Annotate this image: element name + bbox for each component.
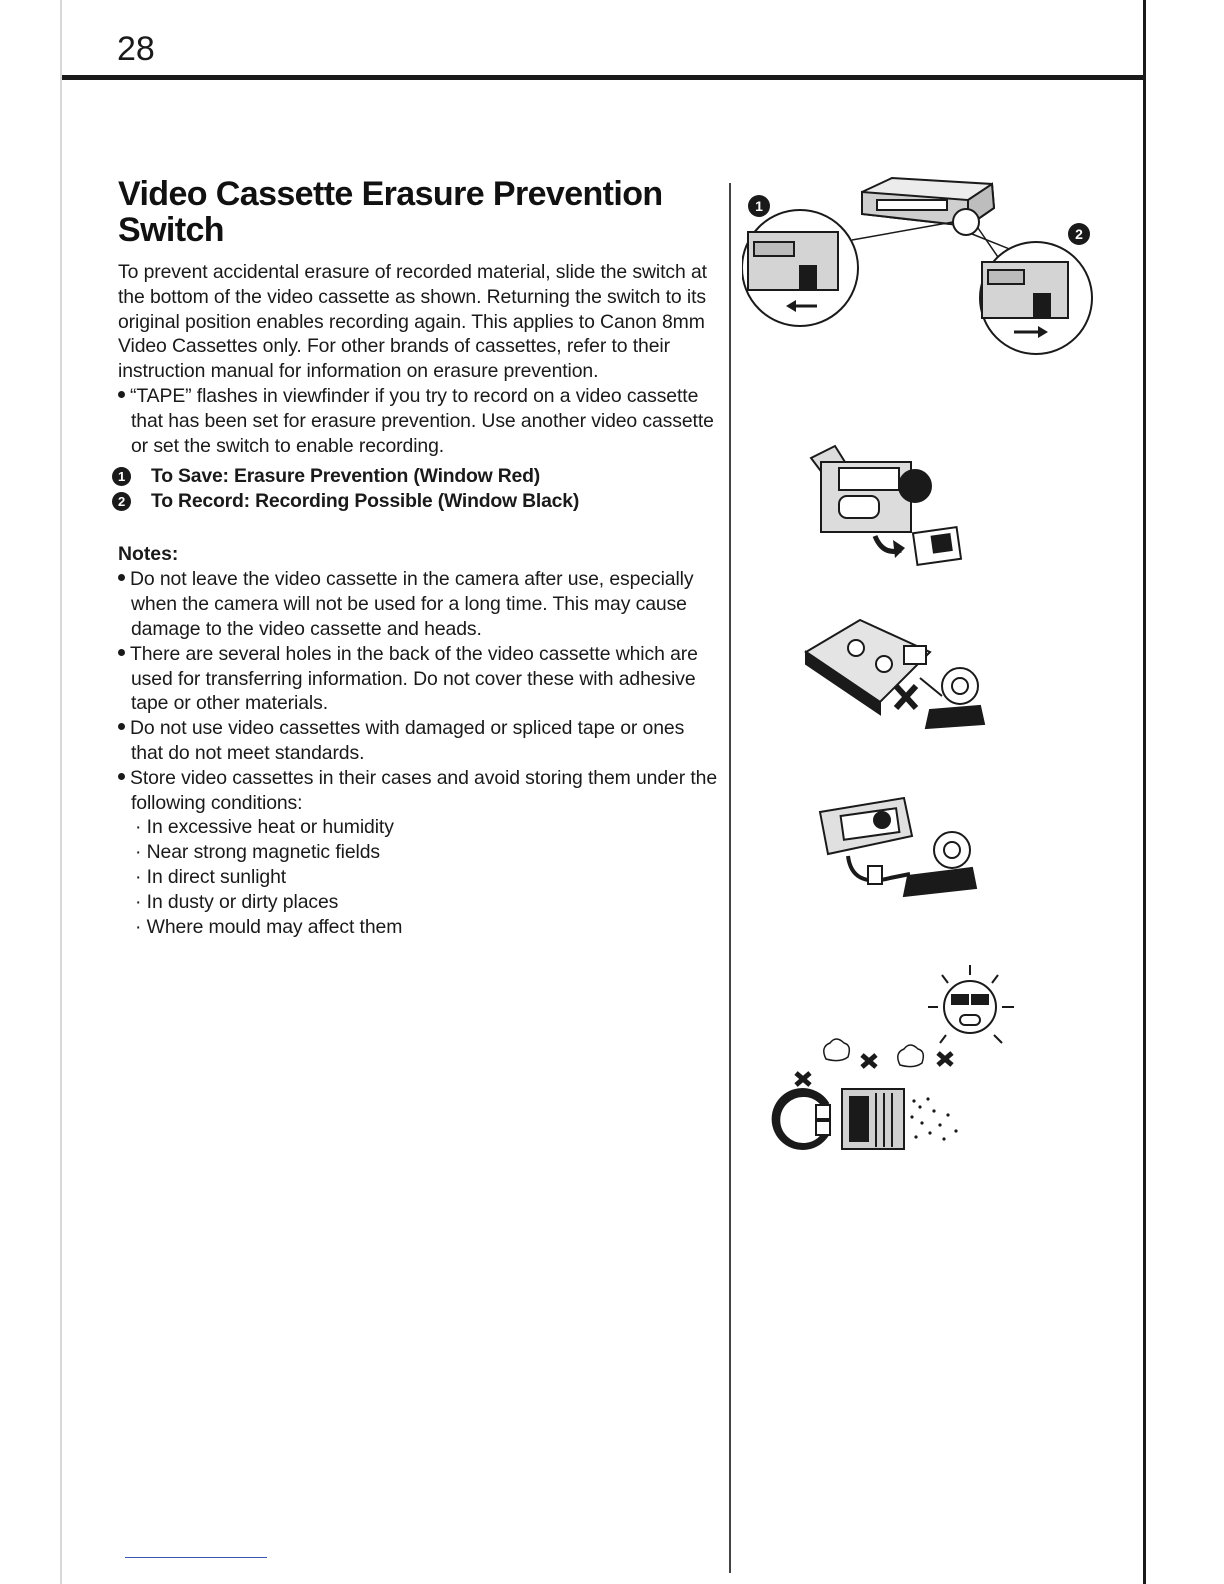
condition-text: In excessive heat or humidity: [146, 816, 394, 839]
tape-note: [118, 384, 718, 458]
camera-drawing: [805, 440, 975, 570]
bullet-dot-icon: [118, 723, 125, 730]
spliced-tape-drawing: [812, 792, 987, 904]
number-1-badge-icon: 1: [112, 467, 131, 486]
step-record-label: To Record: Recording Possible (Window Black): [151, 490, 580, 513]
note-item: [118, 642, 718, 716]
condition-item: · Near strong magnetic fields: [135, 841, 380, 864]
column-divider: [729, 183, 731, 1573]
main-column: [118, 176, 718, 939]
cassette-tape-drawing: [800, 612, 990, 737]
tape-note-text: “TAPE” flashes in viewfinder if you try to record on a video cassette that has been set for erasure prevention. Use another video cassette or set the switch to enable recording.: [130, 384, 714, 457]
number-1-badge-icon: 1: [748, 195, 770, 217]
condition-text: In direct sunlight: [146, 865, 287, 888]
spliced-tape-illustration: [812, 792, 987, 904]
cassette-switch-drawing: [742, 170, 1102, 360]
note-text: Do not use video cassettes with damaged or spliced tape or ones that do not meet standards.: [130, 717, 685, 764]
condition-text: Where mould may affect them: [146, 915, 403, 938]
notes-heading: Notes:: [118, 543, 179, 566]
camera-cassette-illustration: [805, 440, 975, 570]
bullet-dot-icon: [118, 649, 125, 656]
page-edge-right: [1143, 0, 1146, 1584]
condition-text: Near strong magnetic fields: [146, 841, 380, 864]
note-item: [118, 716, 718, 766]
condition-item: · Where mould may affect them: [135, 915, 403, 938]
section-title: [118, 176, 718, 248]
bullet-dot-icon: [118, 391, 125, 398]
note-text: Store video cassettes in their cases and avoid storing them under the following conditions:: [130, 766, 718, 814]
step-list: [112, 464, 718, 514]
header-rule: [62, 75, 1145, 80]
condition-item: · In excessive heat or humidity: [135, 816, 394, 839]
bullet-dot-icon: [118, 773, 125, 780]
step-save-label: To Save: Erasure Prevention (Window Red): [151, 465, 541, 488]
page-number: 28: [117, 30, 155, 68]
note-item: [118, 567, 718, 641]
number-2-badge-icon: 2: [1068, 223, 1090, 245]
note-text: Do not leave the video cassette in the camera after use, especially when the camera will not be used for a long time. This may cause damage to the video cassette and heads.: [130, 568, 694, 640]
section-title-line1: Video Cassette Erasure Prevention: [118, 175, 663, 213]
cassette-switch-illustration: [742, 170, 1102, 360]
step-record: [112, 489, 718, 514]
cassette-tape-illustration: [800, 612, 990, 737]
storage-conditions-illustration: [770, 955, 1030, 1155]
bullet-dot-icon: [118, 574, 125, 581]
intro-paragraph: To prevent accidental erasure of recorded material, slide the switch at the bottom of the video cassette as shown. Returning the switch to its original position enables recording again. This applies to Canon 8mm Video Cassettes only. For other brands of cassettes, refer to their instruction manual for information on erasure prevention.: [118, 261, 707, 383]
page-edge-left: [60, 0, 62, 1584]
note-text: There are several holes in the back of the video cassette which are used for transferring information. Do not cover these with adhesive tape or other materials.: [130, 642, 698, 715]
number-2-badge-icon: 2: [112, 492, 131, 511]
condition-text: In dusty or dirty places: [146, 890, 339, 913]
section-title-line2: Switch: [118, 211, 224, 249]
storage-conditions-drawing: [770, 955, 1030, 1155]
note-item: [118, 766, 718, 816]
step-save: [112, 464, 718, 489]
condition-item: · In direct sunlight: [135, 865, 287, 888]
condition-item: · In dusty or dirty places: [135, 890, 339, 913]
bottom-mark: [125, 1557, 267, 1558]
